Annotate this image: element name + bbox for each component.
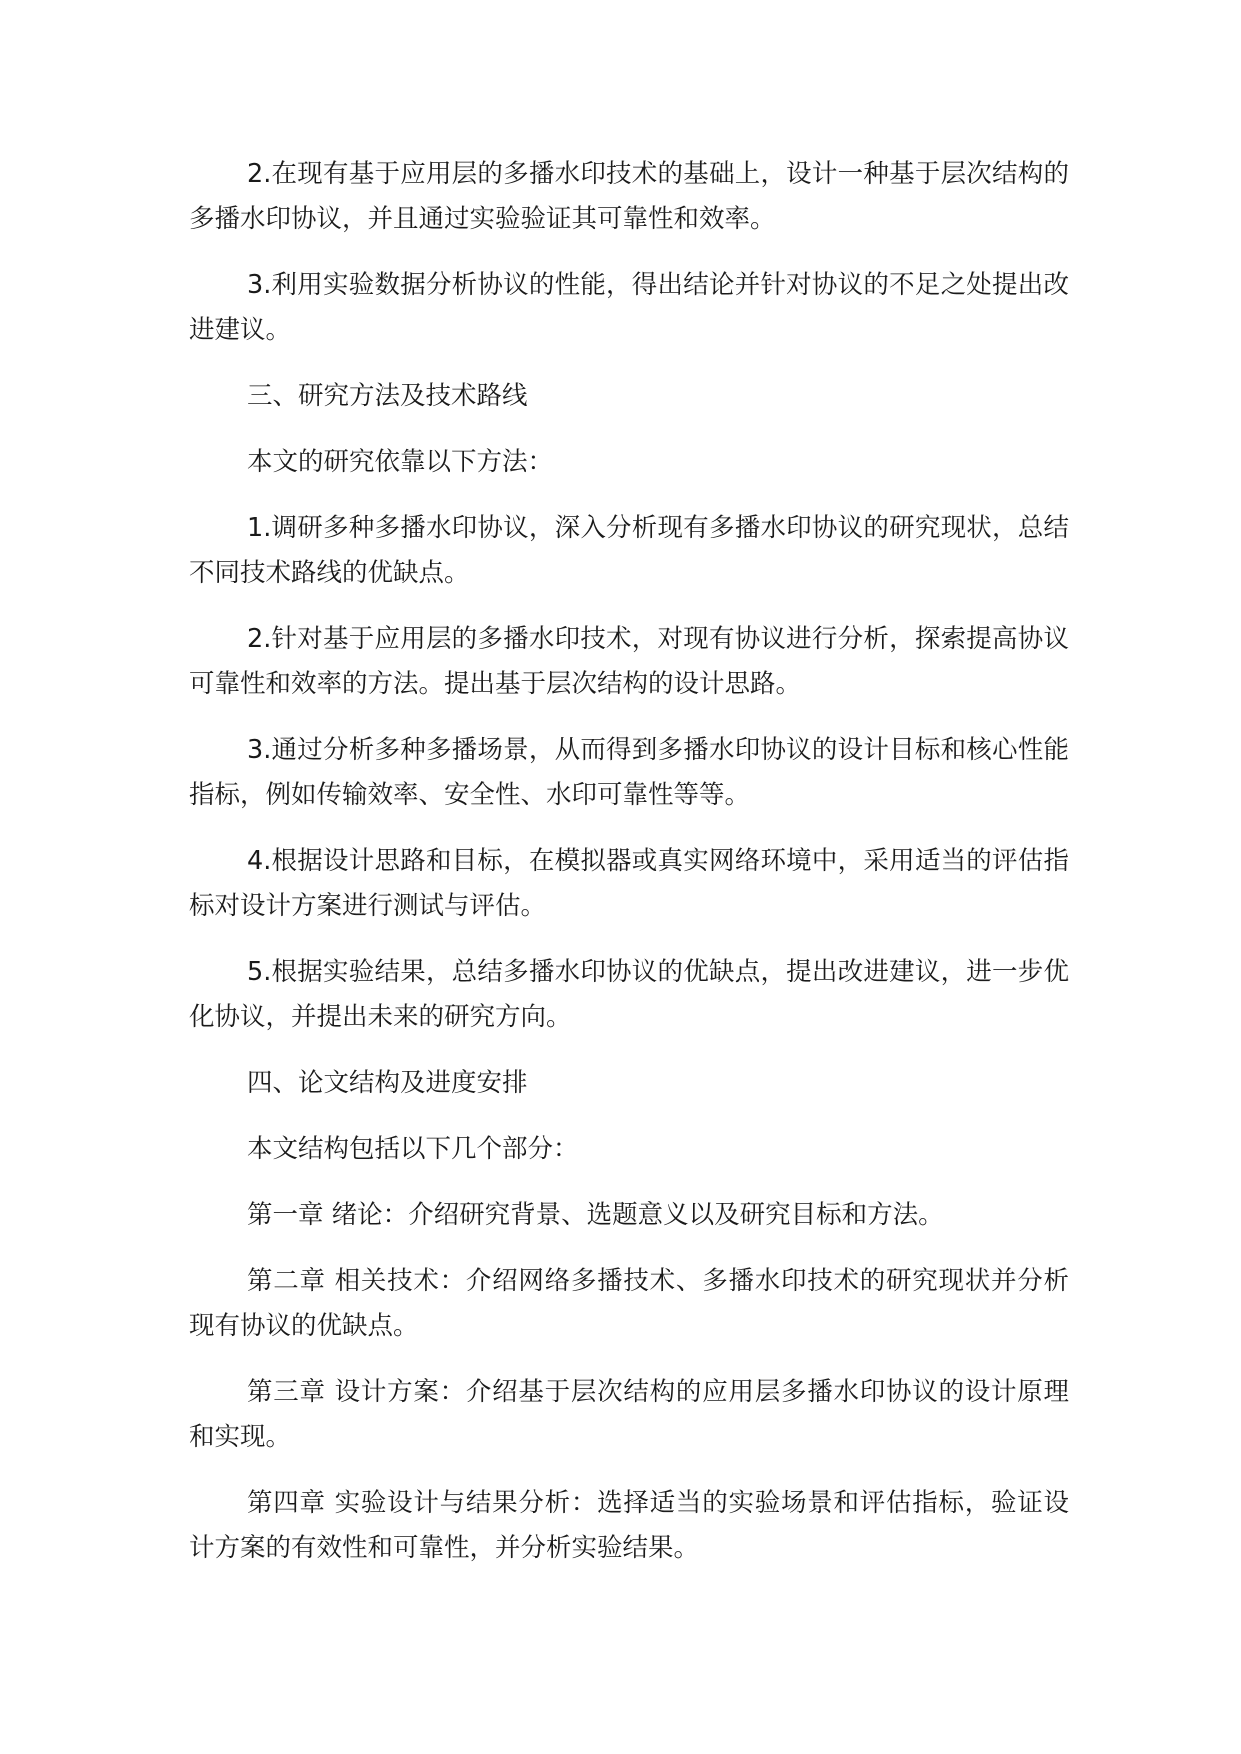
- paragraph-method-4: 4.根据设计思路和目标，在模拟器或真实网络环境中，采用适当的评估指标对设计方案进行测试与评估。: [189, 846, 1069, 921]
- paragraph-methods-intro: 本文的研究依靠以下方法：: [247, 447, 554, 477]
- section-heading-methods: 三、研究方法及技术路线: [247, 381, 528, 411]
- paragraph-chapter-2: 第二章 相关技术：介绍网络多播技术、多播水印技术的研究现状并分析现有协议的优缺点。: [189, 1266, 1069, 1341]
- paragraph-method-5: 5.根据实验结果，总结多播水印协议的优缺点，提出改进建议，进一步优化协议，并提出未来的研究方向。: [189, 957, 1069, 1032]
- paragraph-method-1: 1.调研多种多播水印协议，深入分析现有多播水印协议的研究现状，总结不同技术路线的优缺点。: [189, 513, 1069, 588]
- section-heading-structure: 四、论文结构及进度安排: [247, 1068, 528, 1098]
- paragraph-chapter-3: 第三章 设计方案：介绍基于层次结构的应用层多播水印协议的设计原理和实现。: [189, 1377, 1069, 1452]
- paragraph-chapter-4: 第四章 实验设计与结果分析：选择适当的实验场景和评估指标，验证设计方案的有效性和可靠性，并分析实验结果。: [189, 1488, 1069, 1563]
- paragraph-chapter-1: 第一章 绪论：介绍研究背景、选题意义以及研究目标和方法。: [247, 1200, 944, 1230]
- paragraph-method-2: 2.针对基于应用层的多播水印技术，对现有协议进行分析，探索提高协议可靠性和效率的方法。提出基于层次结构的设计思路。: [189, 624, 1069, 699]
- paragraph-goal-2: 2.在现有基于应用层的多播水印技术的基础上，设计一种基于层次结构的多播水印协议，并且通过实验验证其可靠性和效率。: [189, 159, 1069, 234]
- document-body: [189, 152, 1069, 1592]
- paragraph-method-3: 3.通过分析多种多播场景，从而得到多播水印协议的设计目标和核心性能指标，例如传输效率、安全性、水印可靠性等等。: [189, 735, 1069, 810]
- paragraph-goal-3: 3.利用实验数据分析协议的性能，得出结论并针对协议的不足之处提出改进建议。: [189, 270, 1069, 345]
- paragraph-structure-intro: 本文结构包括以下几个部分：: [247, 1134, 579, 1164]
